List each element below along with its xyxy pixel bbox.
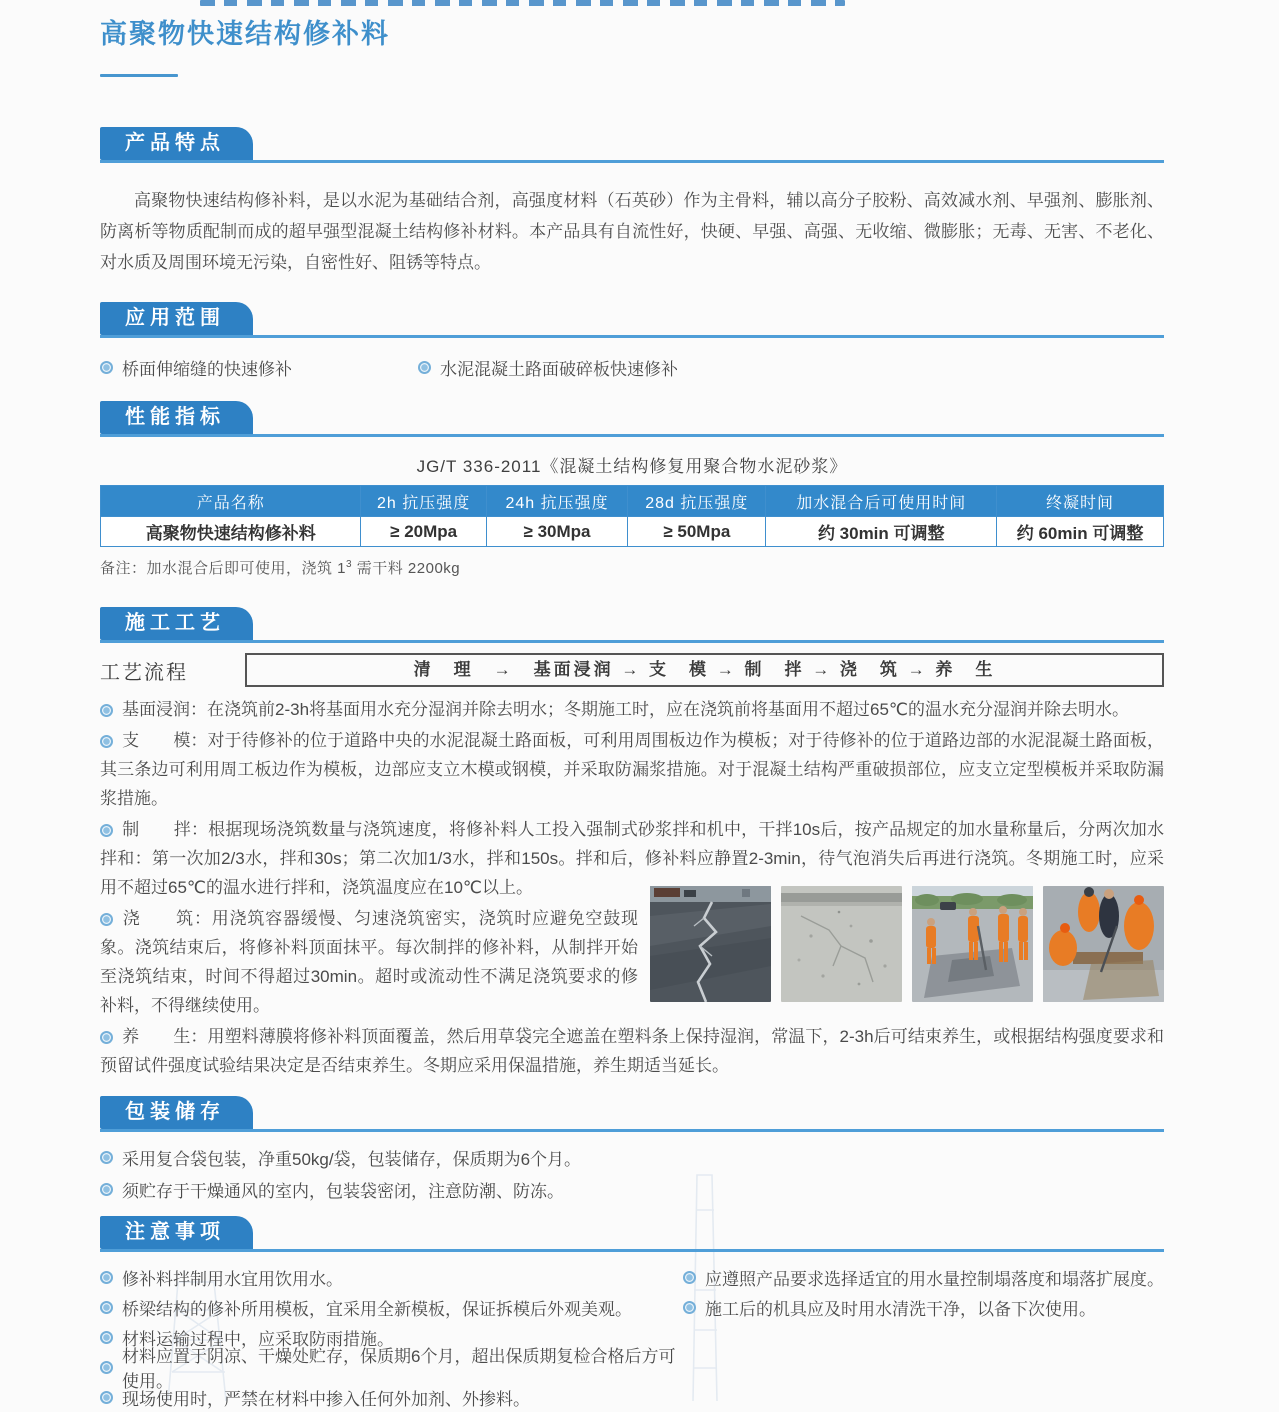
ring-bullet-icon [100,1301,113,1314]
section-tab-packaging: 包装储存 [100,1096,253,1129]
standard-reference: JG/T 336-2011《混凝土结构修复用聚合物水泥砂浆》 [416,457,848,476]
site-photo-strip [650,886,1164,1002]
packaging-list [100,1144,1164,1202]
column-header: 24h 抗压强度 [486,486,627,517]
process-steps [100,695,1164,1080]
note-item-label: 桥梁结构的修补所用模板，宜采用全新模板，保证拆模后外观美观。 [122,1299,632,1319]
section-header-applications [100,302,1164,338]
table-cell: 高聚物快速结构修补料 [101,517,361,547]
features-paragraph: 高聚物快速结构修补料，是以水泥为基础结合剂，高强度材料（石英砂）作为主骨料，辅以高分子胶粉、高效减水剂、早强剂、膨胀剂、防离析等物质配制而成的超早强型混凝土结构修补材料。本产品具有自流性好，快硬、早强、高强、无收缩、微膨胀；无毒、无害、不老化、对水质及周围环境无污染，自密性好、阻锈等特点。 [100,191,1164,272]
table-row [101,517,1164,547]
section-tab-features: 产品特点 [100,127,253,160]
ring-bullet-icon [100,1031,113,1044]
flow-label: 工艺流程 [100,661,188,684]
title-underline [100,74,178,77]
section-header-performance [100,401,1164,437]
list-item [100,354,418,380]
process-step: 基面浸润：在浇筑前2-3h将基面用水充分湿润并除去明水；冬期施工时，应在浇筑前将基面用不超过65℃的温水充分湿润并除去明水。 [100,695,1164,724]
process-step: 养 生：用塑料薄膜将修补料顶面覆盖，然后用草袋完全遮盖在塑料条上保持湿润，常温下，2-3h后可结束养生，或根据结构强度要求和预留试件强度试验结果决定是否结束养生。冬期应采用保温措施，养生期适当延长。 [100,1027,1164,1075]
application-item-label: 桥面伸缩缝的快速修补 [122,359,292,379]
process-step: 制 拌：根据现场浇筑数量与浇筑速度，将修补料人工投入强制式砂浆拌和机中，干拌10s后，按产品规定的加水量称量后，分两次加水拌和：第一次加2/3水，拌和30s；第二次加1/3水，拌和150s。拌和后，修补料应静置2-3min，待气泡消失后再进行浇筑。冬期施工时，应采用不超过65℃的温水进行拌和，浇筑温度应在10℃以上。 [100,820,1164,897]
photo-workers-finishing-patch [1043,886,1164,1002]
table-cell: ≥ 20Mpa [361,517,486,547]
list-item [100,1347,683,1391]
ring-bullet-icon [100,824,113,837]
page-title: 高聚物快速结构修补料 [100,19,390,49]
table-note: 备注：加水混合后即可使用，浇筑 $1^3$ 需干料 2200kg [100,559,461,577]
table-header-row [101,486,1164,517]
list-item [100,1382,683,1412]
note-item-label: 材料应置于阴凉、干燥处贮存，保质期6个月，超出保质期复检合格后方可使用。 [122,1347,676,1391]
ring-bullet-icon [100,1183,113,1196]
column-header: 28d 抗压强度 [628,486,766,517]
section-tab-performance: 性能指标 [100,401,253,434]
process-step: 浇 筑：用浇筑容器缓慢、匀速浇筑密实，浇筑时应避免空鼓现象。浇筑结束后，将修补料顶面抹平。每次制拌的修补料，从制拌开始至浇筑结束，时间不得超过30min。超时或流动性不满足浇筑要求的修补料，不得继续使用。 [100,909,638,1015]
list-item [418,354,678,380]
notes-row [100,1347,1164,1391]
process-step: 支 模：对于待修补的位于道路中央的水泥混凝土路面板，可利用周围板边作为模板；对于待修补的位于道路边部的水泥混凝土路面板，其三条边可利用周工板边作为模板，边部应支立木模或钢模，并采取防漏浆措施。对于混凝土结构严重破损部位，应支立定型模板并采取防漏浆措施。 [100,731,1164,808]
note-item-label: 施工后的机具应及时用水清洗干净，以备下次使用。 [705,1299,1096,1319]
note-item-label: 现场使用时，严禁在材料中掺入任何外加剂、外掺料。 [122,1389,530,1409]
list-item [683,1262,1164,1292]
ring-bullet-icon [418,361,431,374]
section-tab-process: 施工工艺 [100,607,253,640]
ring-bullet-icon [100,1391,113,1404]
note-item-label: 修补料拌制用水宜用饮用水。 [122,1269,343,1289]
section-header-process [100,607,1164,643]
ring-bullet-icon [683,1271,696,1284]
photo-light-concrete-crack [781,886,902,1002]
list-item [100,1262,683,1292]
ring-bullet-icon [683,1301,696,1314]
packaging-item-label: 须贮存于干燥通风的室内，包装袋密闭，注意防潮、防冻。 [122,1181,564,1201]
ring-bullet-icon [100,913,113,926]
section-header-packaging [100,1096,1164,1132]
clipped-text-fragment [200,0,845,6]
ring-bullet-icon [100,1151,113,1164]
section-tab-notes: 注意事项 [100,1216,253,1249]
list-item [100,1176,1164,1202]
ring-bullet-icon [100,704,113,717]
list-item [100,1144,1164,1170]
notes-list [100,1262,1164,1412]
flow-diagram-box: 清 理 → 基面浸润 → 支 模 → 制 拌 → 浇 筑 → 养 生 [245,653,1164,687]
performance-table [100,485,1164,547]
section-header-features [100,127,1164,163]
table-cell: ≥ 30Mpa [486,517,627,547]
photo-dark-pavement-crack [650,886,771,1002]
ring-bullet-icon [100,1331,113,1344]
note-item-label: 应遵照产品要求选择适宜的用水量控制塌落度和塌落扩展度。 [705,1269,1164,1289]
column-header: 2h 抗压强度 [361,486,486,517]
applications-list [100,354,1164,380]
photo-road-repair-workers [912,886,1033,1002]
notes-row [100,1292,1164,1322]
packaging-item-label: 采用复合袋包装，净重50kg/袋，包装储存，保质期为6个月。 [122,1149,582,1169]
section-header-notes [100,1216,1164,1252]
ring-bullet-icon [100,361,113,374]
table-cell: ≥ 50Mpa [628,517,766,547]
table-cell: 约 60min 可调整 [997,517,1164,547]
column-header: 加水混合后可使用时间 [766,486,997,517]
notes-row [100,1262,1164,1292]
ring-bullet-icon [100,1271,113,1284]
process-flow-row [100,653,1164,687]
superscript: 3 [346,559,353,570]
list-item [100,1292,683,1322]
application-item-label: 水泥混凝土路面破碎板快速修补 [440,359,678,379]
table-cell: 约 30min 可调整 [766,517,997,547]
note-item-label: 材料运输过程中，应采取防雨措施。 [122,1329,394,1349]
ring-bullet-icon [100,1361,113,1374]
list-item [683,1292,1164,1322]
section-tab-applications: 应用范围 [100,302,253,335]
notes-row [100,1382,1164,1412]
column-header: 产品名称 [101,486,361,517]
ring-bullet-icon [100,735,113,748]
column-header: 终凝时间 [997,486,1164,517]
